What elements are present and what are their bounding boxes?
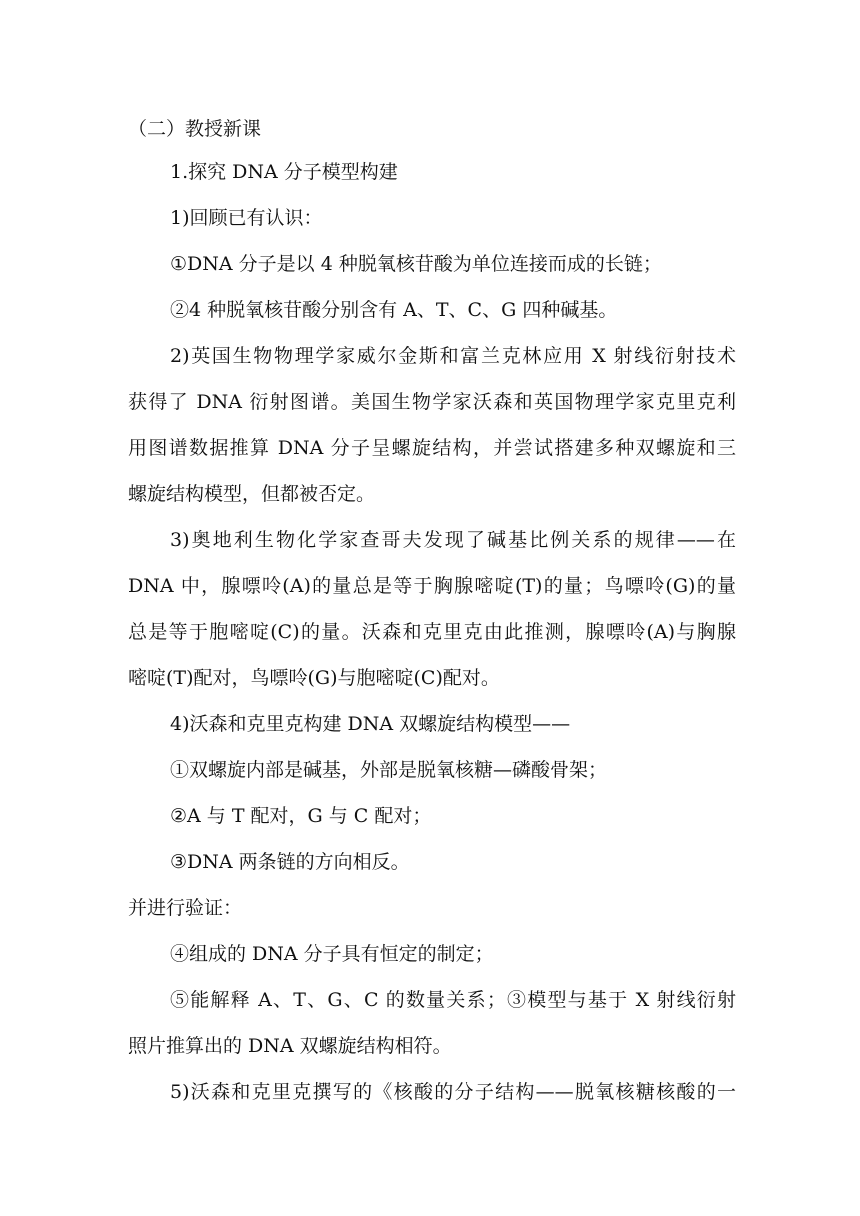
text-line: 嘧啶(T)配对，鸟嘌呤(G)与胞嘧啶(C)配对。	[128, 667, 500, 689]
text-line: 获得了 DNA 衍射图谱。美国生物学家沃森和英国物理学家克里克利	[128, 391, 736, 413]
text-line: ③DNA 两条链的方向相反。	[170, 851, 410, 873]
text-line: ②A 与 T 配对，G 与 C 配对；	[170, 805, 432, 827]
text-line: ⑤能解释 A、T、G、C 的数量关系；③模型与基于 X 射线衍射	[170, 989, 736, 1011]
text-line: ②4 种脱氧核苷酸分别含有 A、T、C、G 四种碱基。	[170, 299, 618, 321]
text-line: ①双螺旋内部是碱基，外部是脱氧核糖—磷酸骨架；	[170, 759, 608, 781]
text-line: 2)英国生物物理学家威尔金斯和富兰克林应用 X 射线衍射技术	[170, 345, 736, 367]
text-line: 照片推算出的 DNA 双螺旋结构相符。	[128, 1035, 452, 1057]
section-heading: （二）教授新课	[128, 118, 262, 140]
text-line: ①DNA 分子是以 4 种脱氧核苷酸为单位连接而成的长链；	[170, 253, 662, 275]
text-line: 1.探究 DNA 分子模型构建	[170, 161, 398, 183]
text-line: 螺旋结构模型，但都被否定。	[128, 483, 376, 505]
text-line: 总是等于胞嘧啶(C)的量。沃森和克里克由此推测，腺嘌呤(A)与胸腺	[128, 621, 736, 643]
text-line: 4)沃森和克里克构建 DNA 双螺旋结构模型——	[170, 713, 571, 735]
text-line: 3)奥地利生物化学家查哥夫发现了碱基比例关系的规律——在	[170, 529, 736, 551]
text-line: 用图谱数据推算 DNA 分子呈螺旋结构，并尝试搭建多种双螺旋和三	[128, 437, 736, 459]
text-line: 5)沃森和克里克撰写的《核酸的分子结构——脱氧核糖核酸的一	[170, 1081, 736, 1103]
text-line: DNA 中，腺嘌呤(A)的量总是等于胸腺嘧啶(T)的量；鸟嘌呤(G)的量	[128, 575, 736, 597]
text-line: 并进行验证：	[128, 897, 243, 919]
text-line: ④组成的 DNA 分子具有恒定的制定；	[170, 943, 494, 965]
text-line: 1)回顾已有认识：	[170, 207, 323, 229]
